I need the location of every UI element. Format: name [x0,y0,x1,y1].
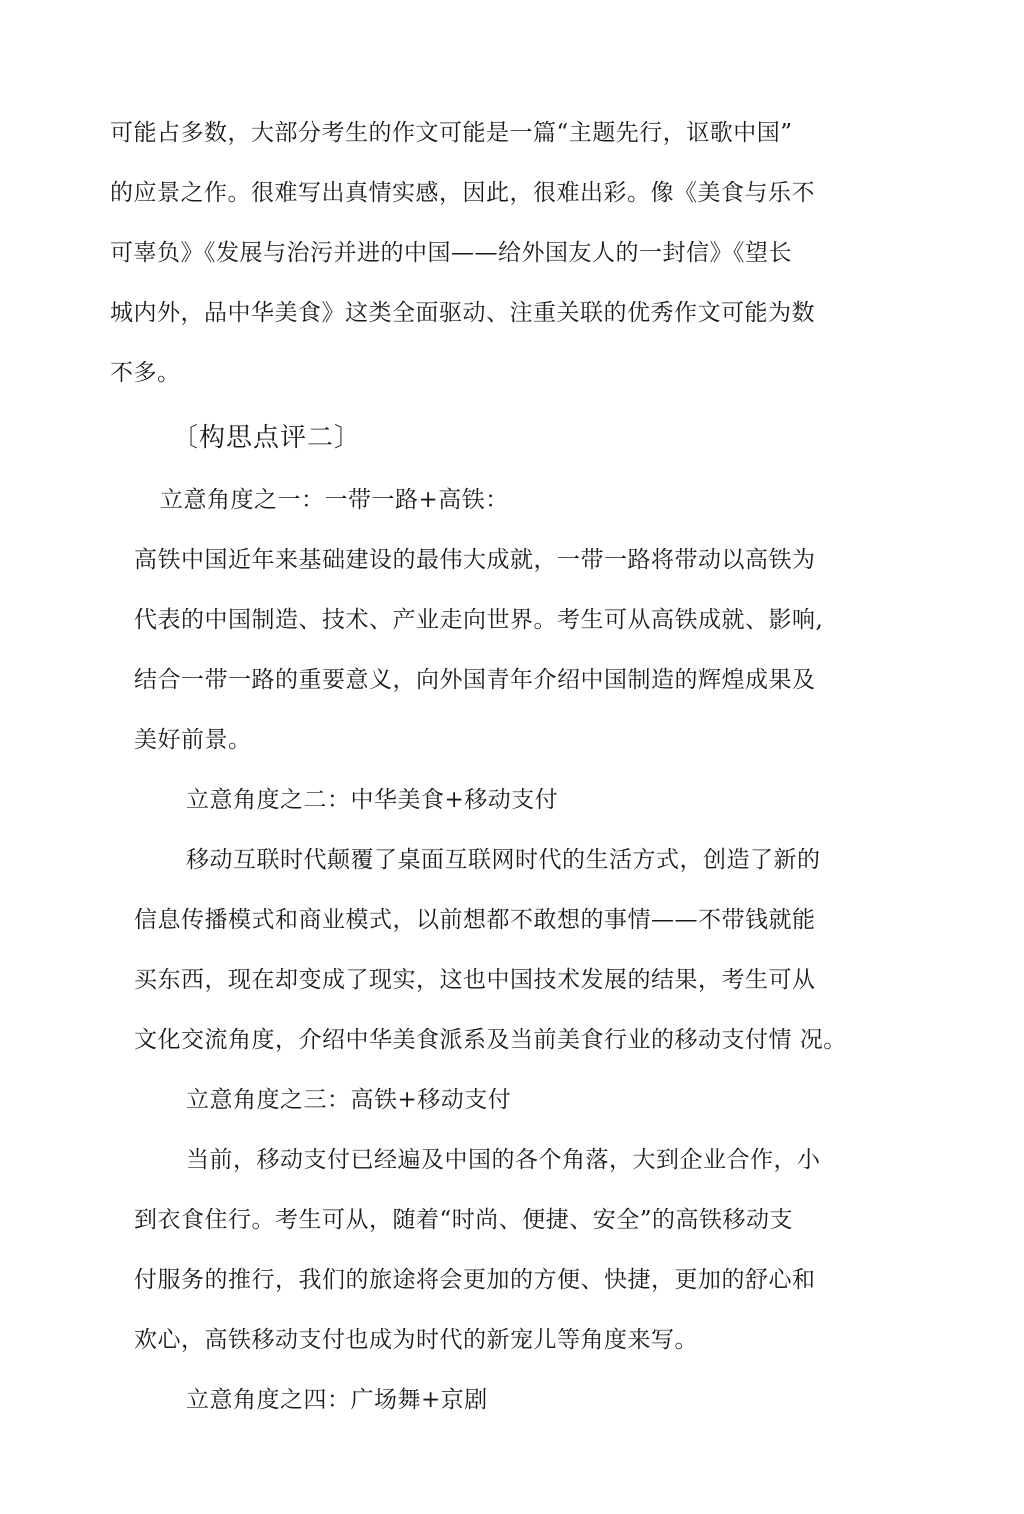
angle1-line: 美好前景。 [134,727,252,753]
angle2-line: 文化交流角度，介绍中华美食派系及当前美食行业的移动支付情 况。 [134,1027,847,1053]
angle3-line: 当前，移动支付已经遍及中国的各个角落，大到企业合作，小 [186,1147,821,1173]
angle3-line: 欢心，高铁移动支付也成为时代的新宠儿等角度来写。 [134,1327,698,1353]
section-heading: 〔构思点评二〕 [172,423,362,453]
angle2-line: 移动互联时代颠覆了桌面互联网时代的生活方式，创造了新的 [186,847,821,873]
angle2-title: 立意角度之二：中华美食+移动支付 [186,787,559,813]
angle1-title: 立意角度之一：一带一路+高铁： [160,487,509,513]
angle1-line: 高铁中国近年来基础建设的最伟大成就，一带一路将带动以高铁为 [134,547,816,573]
intro-line: 城内外，品中华美食》这类全面驱动、注重关联的优秀作文可能为数 [110,300,815,326]
intro-line: 不多。 [110,360,181,386]
angle3-line: 付服务的推行，我们的旅途将会更加的方便、快捷，更加的舒心和 [134,1267,816,1293]
angle1-line: 结合一带一路的重要意义，向外国青年介绍中国制造的辉煌成果及 [134,667,816,693]
angle2-line: 信息传播模式和商业模式，以前想都不敢想的事情——不带钱就能 [134,907,816,933]
angle2-line: 买东西，现在却变成了现实，这也中国技术发展的结果，考生可从 [134,967,816,993]
intro-line: 可辜负》《发展与治污并进的中国——给外国友人的一封信》《望长 [110,240,792,266]
intro-line: 的应景之作。很难写出真情实感，因此，很难出彩。像《美食与乐不 [110,180,815,206]
angle3-line: 到衣食住行。考生可从，随着“时尚、便捷、安全”的高铁移动支 [134,1207,794,1233]
angle3-title: 立意角度之三：高铁+移动支付 [186,1087,512,1113]
angle4-title: 立意角度之四：广场舞+京剧 [186,1387,488,1413]
intro-line: 可能占多数，大部分考生的作文可能是一篇“主题先行，讴歌中国” [110,120,793,146]
angle1-line: 代表的中国制造、技术、产业走向世界。考生可从高铁成就、影响, [134,607,824,633]
